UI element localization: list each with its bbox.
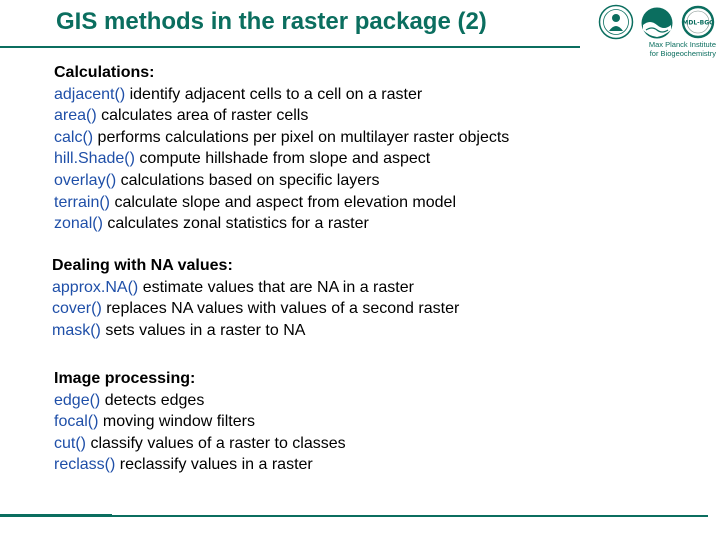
list-item <box>54 105 509 127</box>
function-name: hill.Shade() <box>54 150 135 168</box>
function-name: cut() <box>54 434 86 452</box>
function-name: reclass() <box>54 456 116 474</box>
function-name: terrain() <box>54 193 111 211</box>
logo-group <box>596 2 720 62</box>
list-item <box>54 170 509 192</box>
institute-drop-icon <box>640 6 674 40</box>
footer-divider-right <box>112 515 708 517</box>
function-name: adjacent() <box>54 85 126 103</box>
list-item <box>54 411 346 433</box>
function-name: edge() <box>54 391 101 409</box>
slide-title: GIS methods in the raster package (2) <box>56 8 487 35</box>
function-name: mask() <box>52 321 101 339</box>
function-name: approx.NA() <box>52 278 139 296</box>
section-na-values <box>52 255 459 341</box>
institute-name-line1: Max Planck Institute <box>648 40 716 49</box>
list-item <box>54 390 346 412</box>
function-name: focal() <box>54 413 99 431</box>
list-item <box>54 213 509 235</box>
list-item <box>54 148 509 170</box>
function-description: classify values of a raster to classes <box>86 434 346 452</box>
function-name: area() <box>54 107 97 125</box>
function-description: calculate slope and aspect from elevation model <box>110 193 456 211</box>
section-heading: Dealing with NA values: <box>52 257 233 274</box>
function-name: calc() <box>54 128 94 146</box>
function-description: identify adjacent cells to a cell on a raster <box>125 85 423 103</box>
list-item <box>54 433 346 455</box>
function-description: performs calculations per pixel on multilayer raster objects <box>93 128 510 146</box>
function-description: calculations based on specific layers <box>116 171 380 189</box>
list-item <box>54 192 509 214</box>
list-item <box>52 320 459 342</box>
list-item <box>54 84 509 106</box>
function-description: detects edges <box>100 391 205 409</box>
function-description: sets values in a raster to NA <box>100 321 306 339</box>
list-item <box>54 454 346 476</box>
section-calculations <box>54 62 509 235</box>
badge-text: MDL-BGC <box>682 19 714 27</box>
title-divider <box>0 46 580 48</box>
list-item <box>52 298 459 320</box>
function-description: reclassify values in a raster <box>115 456 313 474</box>
function-description: estimate values that are NA in a raster <box>138 278 414 296</box>
function-description: calculates area of raster cells <box>96 107 309 125</box>
footer-divider-left <box>0 514 112 517</box>
institute-name-line2: for Biogeochemistry <box>649 49 716 58</box>
section-heading: Image processing: <box>54 370 196 387</box>
function-name: zonal() <box>54 215 103 233</box>
list-item <box>52 277 459 299</box>
list-item <box>54 127 509 149</box>
function-description: compute hillshade from slope and aspect <box>134 150 431 168</box>
institute-name <box>640 40 716 58</box>
max-planck-seal-icon <box>598 4 634 40</box>
function-name: overlay() <box>54 171 117 189</box>
function-description: calculates zonal statistics for a raster <box>102 215 369 233</box>
function-name: cover() <box>52 300 102 318</box>
function-description: moving window filters <box>98 413 255 431</box>
mdl-bgc-badge-icon <box>680 4 716 40</box>
section-heading: Calculations: <box>54 64 155 81</box>
section-image-processing <box>54 368 346 476</box>
function-description: replaces NA values with values of a second raster <box>101 300 460 318</box>
